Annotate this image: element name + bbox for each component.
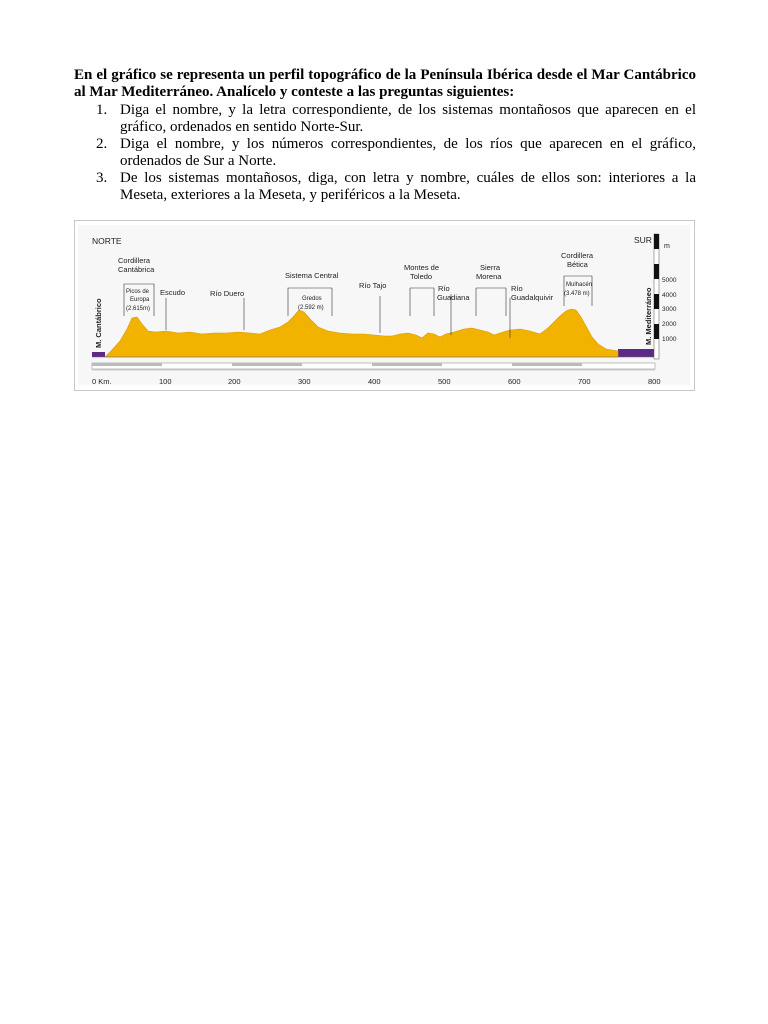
scale-segment (512, 363, 582, 366)
label-picos-de-europa: (2.615m) (126, 306, 151, 312)
elevation-tick-label: 3000 (662, 306, 677, 313)
label-sistema-central: Sistema Central (285, 271, 339, 280)
topographic-profile (74, 220, 695, 391)
label-rio-duero: Río Duero (210, 289, 245, 298)
south-label: SUR (634, 235, 652, 245)
label-rio-guadalquivir: Río (511, 284, 523, 293)
elevation-tick-label: 4000 (662, 292, 677, 299)
label-sierra-morena: Sierra (480, 263, 501, 272)
label-gredos: Gredos (302, 296, 322, 302)
question-text: De los sistemas montañosos, diga, con letra y nombre, cuáles de ellos son: interiores a la Meseta, exteriores a la Meseta, y periféricos a la Meseta. (120, 170, 696, 203)
label-mulhacen: (3.478 m) (564, 291, 590, 297)
question-number: 2. (96, 136, 108, 152)
north-label: NORTE (92, 236, 122, 246)
label-picos-de-europa: Europa (130, 297, 150, 303)
elevation-tick-label: 1000 (662, 336, 677, 343)
elevation-scale-segment (654, 294, 659, 309)
sea-cantabrico (92, 352, 105, 357)
distance-tick-label: 500 (438, 377, 451, 386)
label-rio-guadiana: Guadiana (437, 293, 470, 302)
elevation-scale-segment (654, 324, 659, 339)
label-cordillera-betica: Bética (567, 260, 588, 269)
sea-mediterraneo (618, 349, 655, 357)
topographic-profile-figure (74, 220, 695, 391)
question-number: 3. (96, 170, 108, 186)
distance-tick-label: 600 (508, 377, 521, 386)
distance-tick-label: 800 (648, 377, 661, 386)
intro-paragraph: En el gráfico se representa un perfil topográfico de la Península Ibérica desde el Mar Cantábrico al Mar Mediterráneo. Analícelo y conteste a las preguntas siguientes: (74, 67, 696, 100)
label-cordillera-betica: Cordillera (561, 251, 594, 260)
question-item (74, 170, 696, 204)
distance-tick-label: 700 (578, 377, 591, 386)
label-cordillera-cantabrica: Cordillera (118, 256, 151, 265)
sea-right-label: M. Mediterráneo (644, 287, 653, 345)
label-rio-guadiana: Río (438, 284, 450, 293)
label-picos-de-europa: Picos de (126, 289, 150, 295)
question-text: Diga el nombre, y los números correspondientes, de los ríos que aparecen en el gráfico, ordenados de Sur a Norte. (120, 136, 696, 169)
label-montes-toledo: Montes de (404, 263, 440, 272)
question-item (74, 136, 696, 170)
elevation-tick-label: 2000 (662, 321, 677, 328)
scale-segment (372, 363, 442, 366)
elevation-tick-label: 5000 (662, 277, 677, 284)
question-list (74, 102, 696, 204)
profile-background (78, 225, 690, 385)
label-montes-toledo: Toledo (410, 272, 433, 281)
label-gredos: (2.592 m) (298, 305, 324, 311)
question-item (74, 102, 696, 136)
distance-tick-label: 300 (298, 377, 311, 386)
question-number: 1. (96, 102, 108, 118)
distance-tick-label: 200 (228, 377, 241, 386)
label-rio-guadalquivir: Guadalquivir (511, 293, 554, 302)
scale-segment (92, 363, 162, 366)
distance-tick-label: 100 (159, 377, 172, 386)
question-text: Diga el nombre, y la letra correspondiente, de los sistemas montañosos que aparecen en el gráfico, ordenados en sentido Norte-Sur. (120, 102, 696, 135)
elevation-scale-segment (654, 264, 659, 279)
scale-segment (232, 363, 302, 366)
elevation-scale-segment (654, 234, 659, 249)
sea-left-label: M. Cantábrico (94, 298, 103, 348)
distance-tick-label: 400 (368, 377, 381, 386)
label-rio-tajo: Río Tajo (359, 281, 387, 290)
label-cordillera-cantabrica: Cantábrica (118, 265, 155, 274)
label-mulhacen: Mulhacén (566, 282, 593, 288)
label-escudo: Escudo (160, 288, 186, 297)
elevation-unit-label: m (664, 243, 670, 250)
label-sierra-morena: Morena (476, 272, 502, 281)
distance-tick-label: 0 Km. (92, 377, 112, 386)
